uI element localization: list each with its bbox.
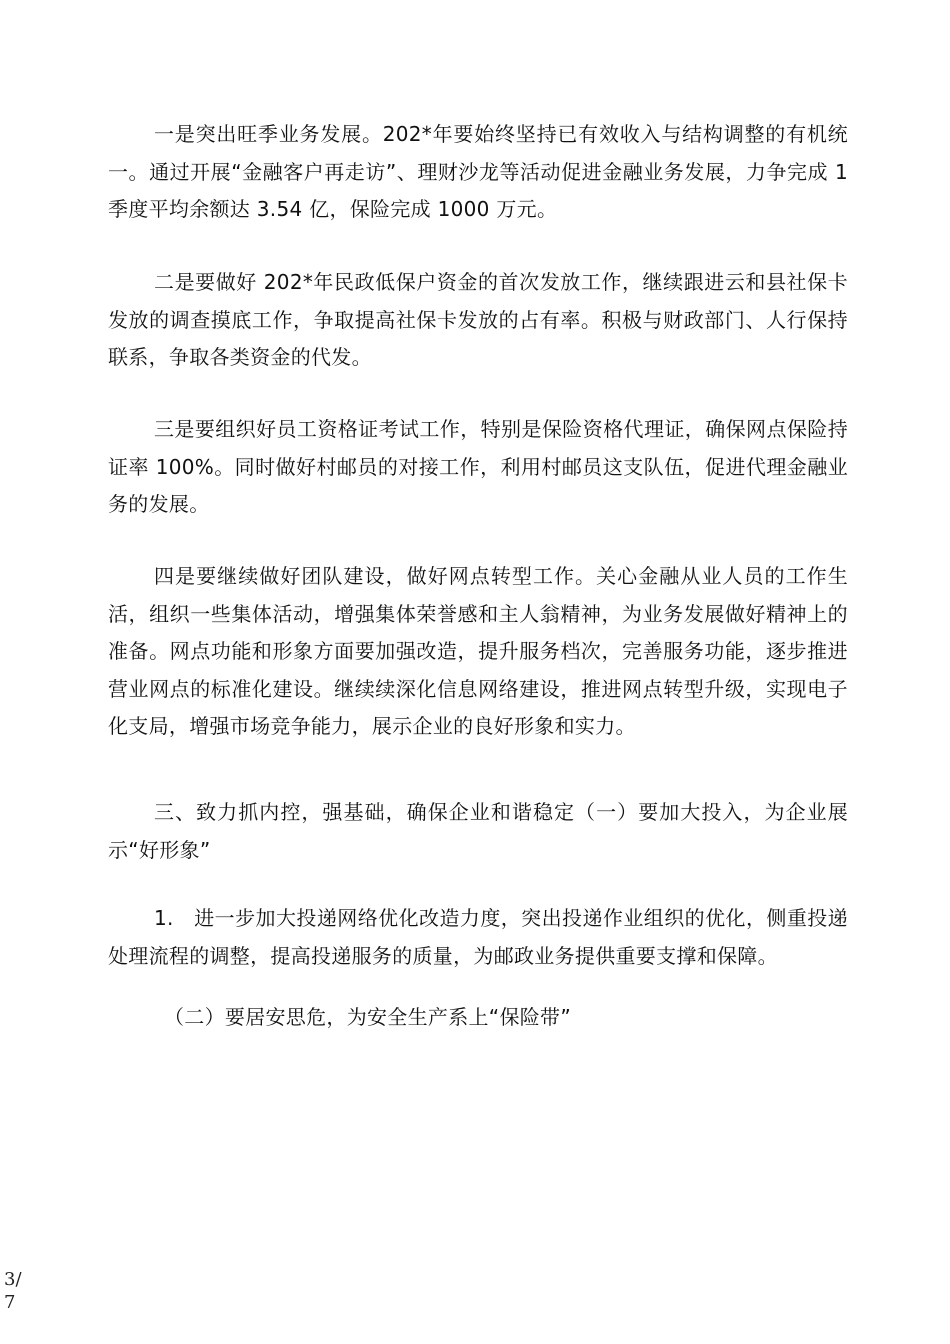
- subsection-heading-safety: （二）要居安思危，为安全生产系上“保险带”: [164, 1005, 572, 1029]
- paragraph-peak-season: 一是突出旺季业务发展。202*年要始终坚持已有效收入与结构调整的有机统一。通过开展“金融客户再走访”、理财沙龙等活动促进金融业务发展，力争完成 1 季度平均余额达 3.54 亿，保险完成 1000 万元。: [108, 122, 848, 221]
- paragraph-subsidy-payment: 二是要做好 202*年民政低保户资金的首次发放工作，继续跟进云和县社保卡发放的调查摸底工作，争取提高社保卡发放的占有率。积极与财政部门、人行保持联系，争取各类资金的代发。: [108, 270, 848, 369]
- numbered-item-delivery-network: 1. 进一步加大投递网络优化改造力度，突出投递作业组织的优化，侧重投递处理流程的调整，提高投递服务的质量，为邮政业务提供重要支撑和保障。: [108, 906, 848, 968]
- paragraph-certification: 三是要组织好员工资格证考试工作，特别是保险资格代理证，确保网点保险持证率 100%。同时做好村邮员的对接工作，利用村邮员这支队伍，促进代理金融业务的发展。: [108, 417, 848, 516]
- paragraph-team-building: 四是要继续做好团队建设，做好网点转型工作。关心金融从业人员的工作生活，组织一些集体活动，增强集体荣誉感和主人翁精神，为业务发展做好精神上的准备。网点功能和形象方面要加强改造，提升服务档次，完善服务功能，逐步推进营业网点的标准化建设。继续续深化信息网络建设，推进网点转型升级，实现电子化支局，增强市场竞争能力，展示企业的良好形象和实力。: [108, 564, 848, 738]
- section-heading-internal-control: 三、致力抓内控，强基础，确保企业和谐稳定（一）要加大投入，为企业展示“好形象”: [108, 800, 848, 862]
- page-number: 3/7: [4, 1269, 22, 1313]
